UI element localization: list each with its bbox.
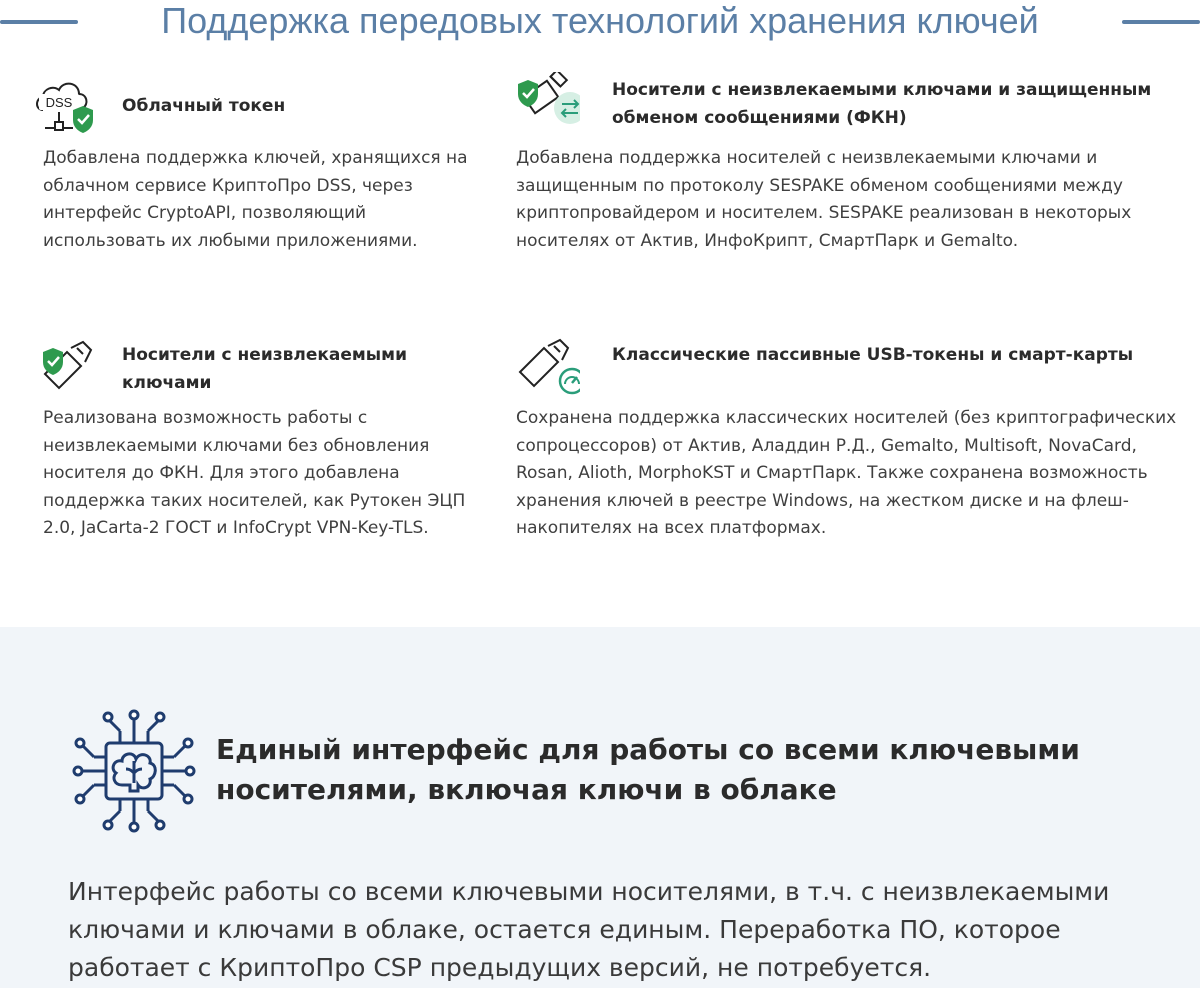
feature-description: Сохранена поддержка классических носителей (без криптографических сопроцессоров) от Актив, Аладдин Р.Д., Gemalto, Multisoft, NovaCard, Rosan, Alioth, MorphoKST и СмартПарк. Также сохранена возможность хранения ключей в реестре Windows, на жестком диске и на флеш-накопителях на всех платформах. (516, 408, 1177, 538)
feature-title: Облачный токен (122, 96, 286, 116)
unified-interface-panel (0, 627, 1200, 988)
cloud-token-icon (33, 72, 99, 138)
feature-title: Классические пассивные USB-токены и смарт-карты (612, 345, 1134, 365)
header-rule-right (1122, 20, 1200, 24)
feature-title: Носители с неизвлекаемыми ключами (122, 345, 407, 393)
section-header (0, 0, 1200, 44)
unified-interface-title: Единый интерфейс для работы со всеми ключевыми носителями, включая ключи в облаке (216, 733, 1080, 806)
dss-label: DSS (45, 95, 73, 110)
feature-description: Добавлена поддержка ключей, хранящихся на облачном сервисе КриптоПро DSS, через интерфейс CryptoAPI, позволяющий использовать их любыми приложениями. (43, 148, 468, 251)
header-rule-left (0, 20, 78, 24)
fkn-token-exchange-icon (514, 72, 580, 138)
feature-description: Реализована возможность работы с неизвлекаемыми ключами без обновления носителя до ФКН. Для этого добавлена поддержка таких носителей, как Рутокен ЭЦП 2.0, JaCarta-2 ГОСТ и InfoCrypt VPN-Key-TLS. (43, 408, 466, 538)
usb-token-gauge-icon (514, 338, 580, 404)
feature-description: Добавлена поддержка носителей с неизвлекаемыми ключами и защищенным по протоколу SESPAKE обменом сообщениями между криптопровайдером и носителем. SESPAKE реализован в некоторых носителях от Актив, ИнфоКрипт, СмартПарк и Gemalto. (516, 148, 1132, 251)
feature-fkn (514, 72, 1194, 272)
feature-classic-usb-tokens (514, 338, 1194, 578)
brain-chip-icon (68, 705, 200, 837)
feature-title: Носители с неизвлекаемыми ключами и защищенным обменом сообщениями (ФКН) (612, 80, 1152, 128)
section-title: Поддержка передовых технологий хранения ключей (161, 0, 1039, 41)
nonexportable-key-token-icon (33, 338, 99, 404)
feature-nonexportable-keys (33, 338, 493, 578)
unified-interface-description: Интерфейс работы со всеми ключевыми носителями, в т.ч. с неизвлекаемыми ключами и ключами в облаке, остается единым. Переработка ПО, которое работает с КриптоПро CSP предыдущих версий, не потребуется. (68, 877, 1110, 982)
feature-cloud-token (33, 72, 493, 272)
